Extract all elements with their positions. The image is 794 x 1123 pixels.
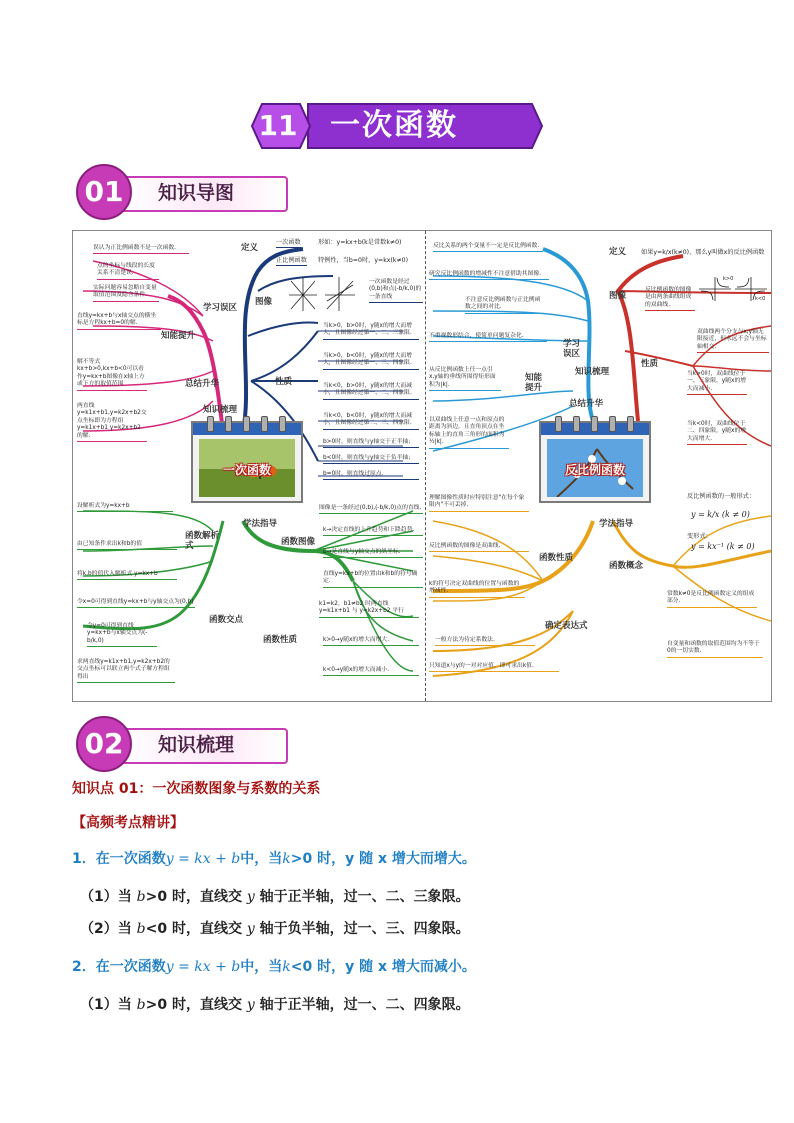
sub-text: （2）当 — [80, 921, 137, 937]
def-item: 特例性，当b=0时，y=kx(k≠0) — [318, 257, 408, 264]
fig-item: b→是直线与y轴交点的纵坐标. — [323, 549, 423, 558]
calendar-ring — [627, 416, 634, 432]
point-mid: 中，当 — [240, 851, 283, 867]
calendar-ring — [243, 416, 250, 432]
tisheng-item: 解不等式kx+b>0,kx+b<0可以看作y=kx+b图像在x轴上方或下方的取值范围 — [77, 359, 147, 391]
sub-var: b — [136, 889, 146, 905]
sub-item-1 — [80, 886, 470, 906]
right-xingzhi: 性质 — [641, 359, 659, 369]
graph-note: 一次函数是经过(0,b)和点(-b/k,0)的一条直线 — [369, 279, 423, 303]
chapter-title: 一次函数 — [330, 108, 458, 143]
k-negative-label: k<0 — [755, 296, 766, 302]
line-graph-sketch — [287, 275, 357, 313]
left-hanshu-xingzhi: 函数性质 — [263, 635, 298, 645]
right-def-text: 如果y=k/x(k≠0)，那么y叫做x的反比例函数 — [641, 249, 765, 256]
right-zhineng-tisheng: 知能提升 — [525, 373, 543, 393]
right-xuefa-zhidao: 学法指导 — [599, 519, 634, 529]
chapter-number: 11 — [258, 109, 298, 142]
point-rest: <0 时，y 随 x 增大而减小。 — [290, 959, 476, 975]
point-2 — [72, 956, 476, 976]
point-1 — [72, 848, 476, 868]
sub-var: b — [136, 921, 146, 937]
right-zhishi-shuli: 知识梳理 — [575, 367, 610, 377]
right-wuqu-item: 不注意反比例函数与正比例函数之间的对比. — [465, 297, 543, 314]
point-rest: >0 时，y 随 x 增大而增大。 — [290, 851, 476, 867]
section-number: 01 — [84, 175, 124, 208]
calendar-ring — [573, 416, 580, 432]
bracket-title: 【高频考点精讲】 — [72, 815, 184, 831]
right-center-card — [539, 421, 651, 503]
sub-var: y — [246, 921, 255, 937]
k-positive-label: k>0 — [723, 276, 734, 282]
prop-item: b=0时，则直线过原点. — [323, 471, 419, 480]
left-center-card — [191, 421, 303, 503]
wuqu-item: 实际问题容易忽略自变量取值范围及隐含条件. — [93, 285, 159, 302]
sub-text: <0 时，直线交 — [145, 921, 247, 937]
right-tuxiang: 图像 — [609, 291, 627, 301]
right-center-title: 反比例函数 — [564, 463, 625, 477]
point-equation: y = kx + b — [165, 851, 241, 867]
jiaodian-item: 令x=0可得到直线y=kx+b与y轴交点为(0,b) — [77, 599, 195, 608]
point-prefix: 1．在一次函数 — [72, 851, 166, 867]
right-hsxz-item: 反比例函数的图像是双曲线. — [429, 543, 529, 552]
calendar-ring — [225, 416, 232, 432]
xz-item: k1=k2，b1≠b2 时两直线 y=k1x+b1 与 y=k2x+b2 平行 — [319, 601, 419, 618]
right-xz-item: 当k>0时，双曲线位于一、三象限，y随x的增大而减小. — [687, 371, 747, 395]
right-tisheng-item: 以双曲线上任意一点和原点的距离为斜边，且直角顶点在坐标轴上的直角三角形的面积为½|k|. — [429, 417, 509, 449]
chapter-banner — [248, 100, 544, 152]
right-wuqu-item: 不重视数形结合，使简单问题复杂化. — [429, 333, 547, 342]
calendar-ring — [261, 416, 268, 432]
right-hsxz-item: k的符号决定双曲线的位置与函数的增减性. — [429, 581, 525, 598]
left-xuexi-wuqu: 学习误区 — [203, 303, 238, 313]
right-gainian-form: y = kx⁻¹ (k ≠ 0) — [691, 542, 755, 551]
prop-item: 当k<0，b>0时，y随x的增大而减小，且图像经过第一、二、四象限. — [323, 383, 419, 400]
prop-item: 当k>0，b>0时，y随x的增大而增大，且图像经过第一、二、三象限. — [323, 323, 419, 340]
left-zongjie-shenghua: 总结升华 — [185, 379, 220, 389]
left-zhishi-shuli: 知识梳理 — [203, 405, 238, 415]
left-tuxiang: 图像 — [255, 297, 273, 307]
calendar-ring — [279, 416, 286, 432]
right-gainian-item: 反比例函数的一般形式： — [687, 493, 756, 500]
tisheng-item: 直线y=kx+b与x轴交点的横坐标是方程kx+b=0的解. — [77, 313, 161, 330]
jiexishi-item: 设解析式为y=kx+b — [77, 503, 173, 512]
right-biaodashi-item: 一般方法为待定系数法. — [435, 637, 535, 646]
sub-item-3 — [80, 994, 470, 1014]
wuqu-item: 误认为正比例函数不是一次函数. — [93, 245, 189, 254]
knowledge-point-title: 知识点 01：一次函数图象与系数的关系 — [72, 781, 321, 797]
point-condition: k — [282, 851, 291, 867]
left-hanshu-tuxiang: 函数图像 — [281, 537, 316, 547]
jiexishi-item: 将k,b的值代入解析式 y=kx+b — [77, 571, 177, 580]
point-mid: 中，当 — [240, 959, 283, 975]
sub-text: （1）当 — [80, 889, 137, 905]
left-hanshu-jiexishi: 函数解析式 — [185, 531, 220, 551]
right-gainian-item: 自变量和函数的取值范围均为不等于0的一切实数. — [667, 641, 763, 658]
section-label: 知识梳理 — [158, 734, 235, 756]
right-gainian-form: y = k/x (k ≠ 0) — [691, 510, 750, 519]
sub-text: 轴于正半轴，过一、二、三象限。 — [254, 889, 470, 905]
jiaodian-item: 求两直线y=k1x+b1,y=k2x+b2的交点坐标可以联立两个式子解方程组得出 — [77, 659, 175, 683]
def-item: 形如：y=kx+b(k是常数k≠0) — [318, 239, 402, 246]
sub-text: >0 时，直线交 — [145, 997, 247, 1013]
right-hsxz-item: 理解图像性质时应特别注意"在每个象限内"不可丢掉. — [429, 495, 529, 512]
left-dingyi: 定义 — [241, 243, 259, 253]
prop-item: 当k<0，b<0时，y随x的增大而减小，且图像经过第二、三、四象限. — [323, 413, 419, 430]
jiaodian-item: 令y=0可得到直线y=kx+b与x轴交点为(-b/k,0) — [87, 623, 157, 647]
tisheng-item: 两直线y=k1x+b1,y=k2x+b2交点坐标即为方程组 y=k1x+b1 y=k2x+b2 的解. — [77, 403, 147, 442]
right-xuexi-wuqu: 学习误区 — [563, 339, 581, 359]
left-xuefa-zhidao: 学法指导 — [243, 519, 278, 529]
right-hanshu-xingzhi: 函数性质 — [539, 553, 574, 563]
right-queding-biaodashi: 确定表达式 — [545, 621, 588, 631]
sub-var: y — [246, 889, 255, 905]
left-xingzhi: 性质 — [275, 377, 293, 387]
jiexishi-item: 由已知条件求出k和b的值 — [77, 541, 177, 550]
point-condition: k — [282, 959, 291, 975]
fig-item: 直线y=kx+b的位置由k和b的符号确定. — [323, 571, 423, 588]
left-zhineng-tisheng: 知能提升 — [161, 331, 196, 341]
right-hanshu-gainian: 函数概念 — [609, 561, 644, 571]
section-header-01 — [76, 164, 288, 220]
def-item: 正比例函数 — [276, 257, 307, 264]
point-equation: y = kx + b — [165, 959, 241, 975]
sub-text: 轴于正半轴，过一、二、四象限。 — [254, 997, 470, 1013]
sub-text: >0 时，直线交 — [145, 889, 247, 905]
fig-item: k→决定直线的上升趋势和下降趋势. — [323, 527, 423, 536]
right-tisheng-item: 从反比例函数上任一点引x,y轴的垂线所围得矩形面积为|k|. — [429, 367, 501, 391]
sub-text: 轴于负半轴，过一、三、四象限。 — [254, 921, 470, 937]
right-gainian-item: 变形式： — [687, 533, 712, 540]
wuqu-item: 点的坐标与线段的长度关系不清楚误. — [97, 263, 159, 280]
calendar-ring — [555, 416, 562, 432]
sub-text: （1）当 — [80, 997, 137, 1013]
xz-item: k<0→y随x的增大而减小. — [323, 667, 419, 676]
def-item: 一次函数 — [276, 239, 301, 246]
prop-item: 当k>0，b<0时，y随x的增大而增大，且图像经过第一、三、四象限. — [323, 353, 419, 370]
point-prefix: 2．在一次函数 — [72, 959, 166, 975]
right-xz-item: 双曲线两个分支与x,y轴无限接近，但永远不会与坐标轴相交. — [697, 329, 769, 353]
sub-item-2 — [80, 918, 470, 938]
right-xz-item: 当k<0时，双曲线位于二、四象限，y随x的增大而增大. — [687, 421, 747, 445]
right-wuqu-item: 研究反比例函数的增减性不注意借助其图像. — [429, 271, 549, 280]
right-gainian-item: 常数k≠0是反比例函数定义的组成部分. — [667, 591, 757, 608]
calendar-ring — [609, 416, 616, 432]
section-number: 02 — [84, 727, 124, 760]
section-label: 知识导图 — [158, 182, 235, 204]
fig-item: 图像是一条经过(0,b),(-b/k,0)点的直线. — [319, 505, 423, 514]
calendar-ring — [591, 416, 598, 432]
sub-var: b — [136, 997, 146, 1013]
left-center-title: 一次函数 — [222, 463, 271, 477]
right-wuqu-item: 反比关系的两个变量不一定是反比例函数. — [433, 243, 543, 252]
xz-item: k>0→y随x的增大而增大. — [323, 637, 419, 646]
prop-item: b<0时，则直线与y轴交于负半轴； — [323, 455, 419, 464]
sub-var: y — [246, 997, 255, 1013]
right-graph-text: 反比例函数的图像是由两条曲线组成的双曲线. — [645, 287, 695, 311]
left-hanshu-jiaodian: 函数交点 — [209, 615, 244, 625]
right-biaodashi-item: 只知道x与y的一对对应值，即可求出k值. — [429, 663, 559, 672]
mind-map-divider — [425, 231, 426, 701]
calendar-ring — [207, 416, 214, 432]
right-zongjie-shenghua: 总结升华 — [569, 399, 604, 409]
right-dingyi: 定义 — [609, 247, 627, 257]
prop-item: b>0时，则直线与y轴交于正半轴； — [323, 439, 419, 448]
mind-map — [72, 230, 772, 702]
section-header-02 — [76, 716, 288, 772]
